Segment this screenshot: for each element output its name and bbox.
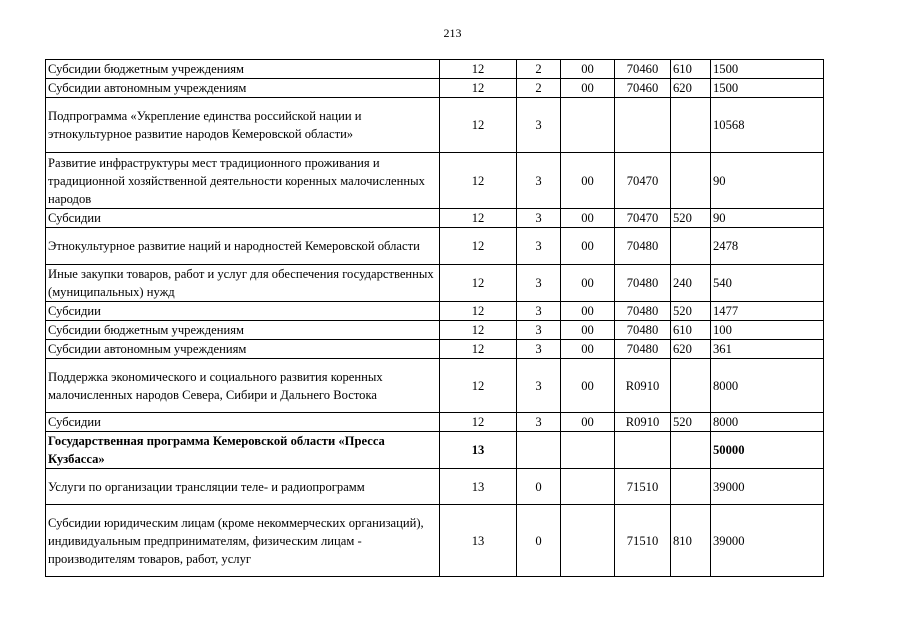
row-program-cell [561,505,615,577]
table-row [46,432,824,469]
row-name-cell: Иные закупки товаров, работ и услуг для обеспечения государственных (муниципальных) нужд [46,265,440,302]
row-section-cell: 12 [440,359,517,413]
table-row [46,413,824,432]
row-subsection-cell: 3 [517,153,561,209]
row-sum-cell: 8000 [711,359,824,413]
row-name-cell: Субсидии бюджетным учреждениям [46,60,440,79]
row-direction-cell [615,98,671,153]
row-program-cell: 00 [561,340,615,359]
row-sum-cell: 1477 [711,302,824,321]
row-section-cell: 12 [440,60,517,79]
table-row [46,228,824,265]
row-expense-type-cell [671,469,711,505]
row-sum-cell: 8000 [711,413,824,432]
budget-table [45,59,824,577]
table-row [46,79,824,98]
row-direction-cell: 70460 [615,79,671,98]
row-name-cell: Субсидии [46,302,440,321]
row-expense-type-cell [671,359,711,413]
row-direction-cell: 70470 [615,153,671,209]
table-row [46,98,824,153]
row-name-cell: Субсидии автономным учреждениям [46,340,440,359]
row-sum-cell: 540 [711,265,824,302]
row-section-cell: 12 [440,302,517,321]
row-subsection-cell: 3 [517,302,561,321]
table-row [46,209,824,228]
table-row [46,469,824,505]
table-row [46,153,824,209]
row-expense-type-cell: 520 [671,209,711,228]
row-direction-cell [615,432,671,469]
row-direction-cell: R0910 [615,413,671,432]
row-program-cell [561,469,615,505]
table-row [46,302,824,321]
row-section-cell: 12 [440,413,517,432]
row-expense-type-cell: 610 [671,60,711,79]
row-section-cell: 13 [440,505,517,577]
row-program-cell: 00 [561,359,615,413]
row-section-cell: 12 [440,153,517,209]
row-subsection-cell: 3 [517,228,561,265]
row-subsection-cell: 3 [517,340,561,359]
row-expense-type-cell: 620 [671,79,711,98]
row-direction-cell: 70480 [615,340,671,359]
row-section-cell: 12 [440,209,517,228]
row-sum-cell: 50000 [711,432,824,469]
row-name-cell: Субсидии бюджетным учреждениям [46,321,440,340]
row-expense-type-cell: 620 [671,340,711,359]
row-name-cell: Поддержка экономического и социального развития коренных малочисленных народов Севера, Сибири и Дальнего Востока [46,359,440,413]
row-expense-type-cell: 520 [671,413,711,432]
row-section-cell: 12 [440,98,517,153]
row-sum-cell: 90 [711,153,824,209]
row-direction-cell: 70480 [615,228,671,265]
row-expense-type-cell: 610 [671,321,711,340]
row-subsection-cell: 2 [517,79,561,98]
row-section-cell: 12 [440,79,517,98]
row-sum-cell: 361 [711,340,824,359]
row-subsection-cell: 0 [517,505,561,577]
table-body [46,60,824,577]
row-sum-cell: 1500 [711,79,824,98]
row-expense-type-cell [671,153,711,209]
row-program-cell: 00 [561,209,615,228]
row-section-cell: 12 [440,340,517,359]
row-section-cell: 12 [440,265,517,302]
row-name-cell: Этнокультурное развитие наций и народностей Кемеровской области [46,228,440,265]
row-sum-cell: 39000 [711,469,824,505]
row-name-cell: Субсидии автономным учреждениям [46,79,440,98]
row-direction-cell: 70480 [615,265,671,302]
row-program-cell: 00 [561,302,615,321]
row-subsection-cell: 3 [517,413,561,432]
row-direction-cell: R0910 [615,359,671,413]
row-program-cell [561,432,615,469]
row-subsection-cell: 3 [517,98,561,153]
table-row [46,505,824,577]
row-sum-cell: 1500 [711,60,824,79]
row-expense-type-cell: 810 [671,505,711,577]
row-sum-cell: 39000 [711,505,824,577]
row-direction-cell: 70460 [615,60,671,79]
row-subsection-cell: 0 [517,469,561,505]
row-expense-type-cell: 520 [671,302,711,321]
row-subsection-cell: 3 [517,209,561,228]
row-name-cell: Субсидии [46,209,440,228]
row-expense-type-cell: 240 [671,265,711,302]
table-row [46,321,824,340]
row-name-cell: Государственная программа Кемеровской области «Пресса Кузбасса» [46,432,440,469]
row-direction-cell: 70480 [615,302,671,321]
row-section-cell: 13 [440,432,517,469]
row-section-cell: 13 [440,469,517,505]
row-sum-cell: 10568 [711,98,824,153]
row-program-cell: 00 [561,265,615,302]
table-row [46,359,824,413]
row-program-cell: 00 [561,321,615,340]
table-row [46,60,824,79]
row-sum-cell: 2478 [711,228,824,265]
row-program-cell [561,98,615,153]
row-program-cell: 00 [561,228,615,265]
row-program-cell: 00 [561,413,615,432]
row-name-cell: Услуги по организации трансляции теле- и радиопрограмм [46,469,440,505]
table-row [46,340,824,359]
row-name-cell: Субсидии [46,413,440,432]
row-section-cell: 12 [440,228,517,265]
page-number: 213 [443,26,462,40]
row-subsection-cell: 3 [517,321,561,340]
row-subsection-cell: 2 [517,60,561,79]
row-name-cell: Развитие инфраструктуры мест традиционного проживания и традиционной хозяйственной деятельности коренных малочисленных народов [46,153,440,209]
row-direction-cell: 70480 [615,321,671,340]
row-direction-cell: 71510 [615,505,671,577]
row-subsection-cell: 3 [517,359,561,413]
row-sum-cell: 90 [711,209,824,228]
row-program-cell: 00 [561,79,615,98]
row-direction-cell: 70470 [615,209,671,228]
row-program-cell: 00 [561,60,615,79]
row-expense-type-cell [671,98,711,153]
row-section-cell: 12 [440,321,517,340]
row-subsection-cell: 3 [517,265,561,302]
row-direction-cell: 71510 [615,469,671,505]
row-name-cell: Подпрограмма «Укрепление единства российской нации и этнокультурное развитие народов Кемеровской области» [46,98,440,153]
row-subsection-cell [517,432,561,469]
table-row [46,265,824,302]
row-sum-cell: 100 [711,321,824,340]
row-expense-type-cell [671,228,711,265]
row-expense-type-cell [671,432,711,469]
row-name-cell: Субсидии юридическим лицам (кроме некоммерческих организаций), индивидуальным предпринимателям, физическим лицам - производителям товаров, работ, услуг [46,505,440,577]
row-program-cell: 00 [561,153,615,209]
